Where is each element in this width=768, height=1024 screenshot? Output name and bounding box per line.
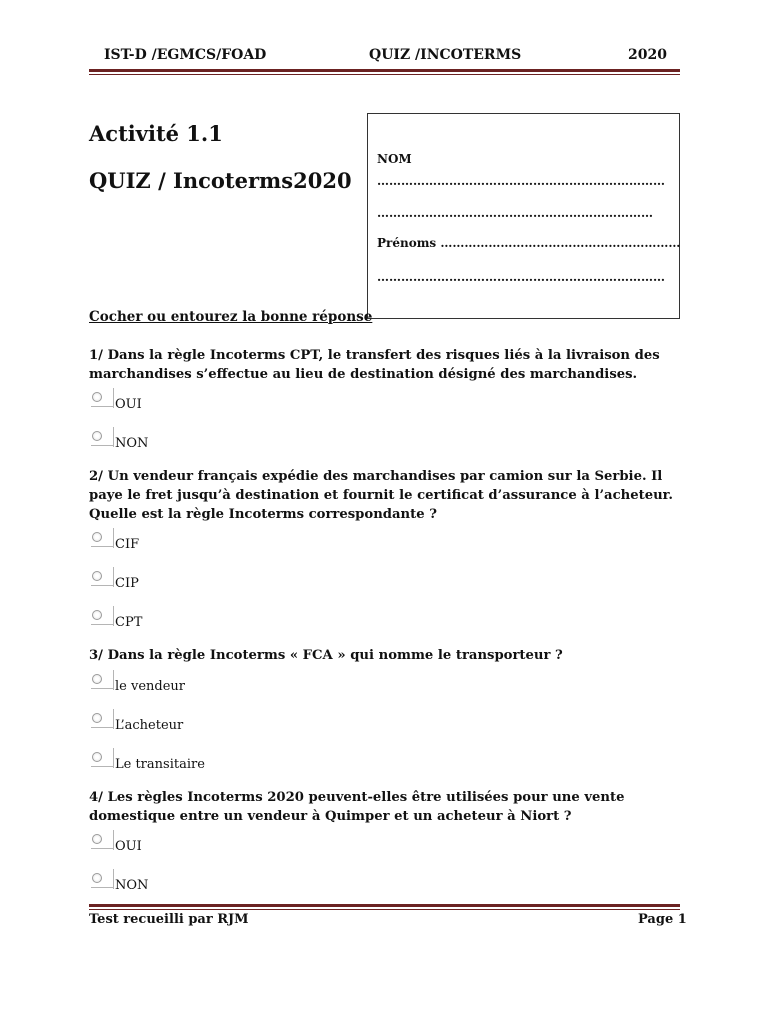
- question-3: 3/ Dans la règle Incoterms « FCA » qui nomme le transporteur ?: [89, 648, 563, 663]
- radio-icon[interactable]: [92, 713, 102, 723]
- option-label: Le transitaire: [115, 757, 205, 772]
- q4-option-non[interactable]: [91, 873, 291, 895]
- option-label: OUI: [115, 397, 142, 412]
- q1-option-non[interactable]: [91, 431, 291, 453]
- header-left: IST-D /EGMCS/FOAD: [104, 47, 267, 63]
- q2-option-cif[interactable]: [91, 532, 291, 554]
- q1-option-oui[interactable]: [91, 392, 291, 414]
- q3-option-acheteur[interactable]: [91, 713, 291, 735]
- radio-icon[interactable]: [92, 532, 102, 542]
- option-label: NON: [115, 436, 149, 451]
- radio-icon[interactable]: [92, 834, 102, 844]
- footer-rule-thick: [89, 904, 680, 907]
- option-label: NON: [115, 878, 149, 893]
- prenoms-label: Prénoms: [377, 236, 437, 250]
- activity-title: Activité 1.1: [89, 121, 223, 146]
- option-label: CPT: [115, 615, 143, 630]
- identity-box: [367, 113, 680, 319]
- footer-left: Test recueilli par RJM: [89, 912, 249, 927]
- prenoms-line-1[interactable]: ……………………………………………………: [440, 236, 681, 250]
- q2-option-cpt[interactable]: [91, 610, 291, 632]
- quiz-title: QUIZ / Incoterms2020: [89, 168, 352, 193]
- question-1: 1/ Dans la règle Incoterms CPT, le transfert des risques liés à la livraison des marchandises s’effectue au lieu de destination désigné des marchandises.: [89, 348, 660, 382]
- footer-right: Page 1: [638, 912, 687, 927]
- question-2: 2/ Un vendeur français expédie des marchandises par camion sur la Serbie. Il paye le fret jusqu’à destination et fournit le certificat d’assurance à l’acheteur. Quelle est la règle Incoterms correspondante ?: [89, 469, 673, 522]
- nom-line-2[interactable]: ……………………………………………………………: [377, 206, 653, 220]
- option-label: CIF: [115, 537, 140, 552]
- header-center: QUIZ /INCOTERMS: [369, 47, 522, 63]
- q2-option-cip[interactable]: [91, 571, 291, 593]
- prenoms-line-2[interactable]: ………………………………………………………………: [377, 270, 665, 284]
- instruction: Cocher ou entourez la bonne réponse: [89, 309, 373, 325]
- header-rule-thin: [89, 74, 680, 75]
- question-4: 4/ Les règles Incoterms 2020 peuvent-elles être utilisées pour une vente domestique entre un vendeur à Quimper et un acheteur à Niort ?: [89, 790, 625, 824]
- prenoms-row: [377, 236, 680, 250]
- q4-option-oui[interactable]: [91, 834, 291, 856]
- radio-icon[interactable]: [92, 392, 102, 402]
- radio-icon[interactable]: [92, 674, 102, 684]
- radio-icon[interactable]: [92, 610, 102, 620]
- nom-label: NOM: [377, 152, 412, 166]
- option-label: CIP: [115, 576, 139, 591]
- radio-icon[interactable]: [92, 571, 102, 581]
- q3-option-transitaire[interactable]: [91, 752, 291, 774]
- radio-icon[interactable]: [92, 873, 102, 883]
- radio-icon[interactable]: [92, 752, 102, 762]
- header-right: 2020: [628, 47, 667, 63]
- radio-icon[interactable]: [92, 431, 102, 441]
- option-label: OUI: [115, 839, 142, 854]
- header-rule-thick: [89, 69, 680, 72]
- option-label: L’acheteur: [115, 718, 184, 733]
- q3-option-vendeur[interactable]: [91, 674, 291, 696]
- footer-rule-thin: [89, 909, 680, 910]
- option-label: le vendeur: [115, 679, 185, 694]
- nom-line-1[interactable]: ………………………………………………………………: [377, 174, 665, 188]
